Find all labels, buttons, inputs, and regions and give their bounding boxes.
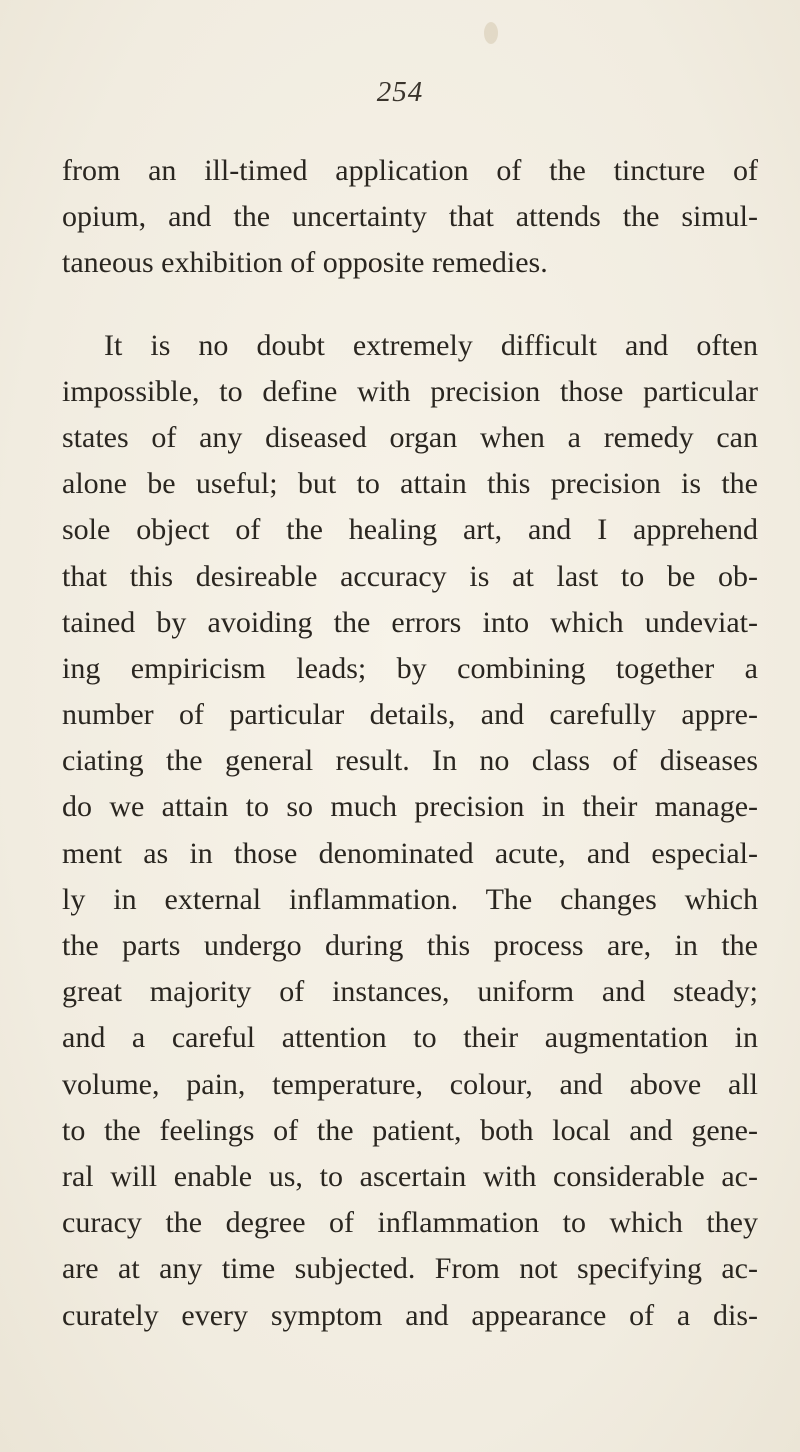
text-line: ment as in those denominated acute, and especial- (62, 836, 758, 870)
text-line: great majority of instances, uniform and steady; (62, 975, 758, 1009)
text-line: It is no doubt extremely difficult and often (104, 328, 758, 362)
text-line: ly in external inflammation. The changes which (62, 882, 758, 916)
text-line: taneous exhibition of opposite remedies. (62, 246, 548, 280)
text-line: and a careful attention to their augmentation in (62, 1021, 758, 1055)
text-line: ral will enable us, to ascertain with considerable ac- (62, 1159, 758, 1193)
text-line: ing empiricism leads; by combining together a (62, 651, 758, 685)
paragraph-gap (62, 287, 758, 323)
text-line: alone be useful; but to attain this precision is the (62, 467, 758, 501)
text-line: to the feelings of the patient, both local and gene- (62, 1113, 758, 1147)
ink-smudge (484, 22, 498, 44)
text-line: curately every symptom and appearance of a dis- (62, 1298, 758, 1332)
text-line: from an ill-timed application of the tincture of (62, 154, 758, 187)
text-line: impossible, to define with precision those particular (62, 374, 758, 408)
text-line: number of particular details, and carefully appre- (62, 698, 758, 732)
text-line: curacy the degree of inflammation to which they (62, 1206, 758, 1240)
text-line: the parts undergo during this process are, in the (62, 929, 758, 962)
text-line: sole object of the healing art, and I apprehend (62, 513, 758, 547)
text-line: states of any diseased organ when a remedy can (62, 420, 758, 454)
text-line: ciating the general result. In no class of diseases (62, 744, 758, 778)
text-line: tained by avoiding the errors into which undeviat- (62, 605, 758, 639)
text-line: are at any time subjected. From not specifying ac- (62, 1252, 758, 1286)
text-line: do we attain to so much precision in their manage- (62, 790, 758, 824)
text-line: that this desireable accuracy is at last to be ob- (62, 559, 758, 593)
page-number: 254 (376, 76, 424, 108)
text-line: opium, and the uncertainty that attends the simul- (62, 200, 758, 234)
text-line: volume, pain, temperature, colour, and above all (62, 1067, 758, 1101)
body-text (62, 148, 758, 1339)
